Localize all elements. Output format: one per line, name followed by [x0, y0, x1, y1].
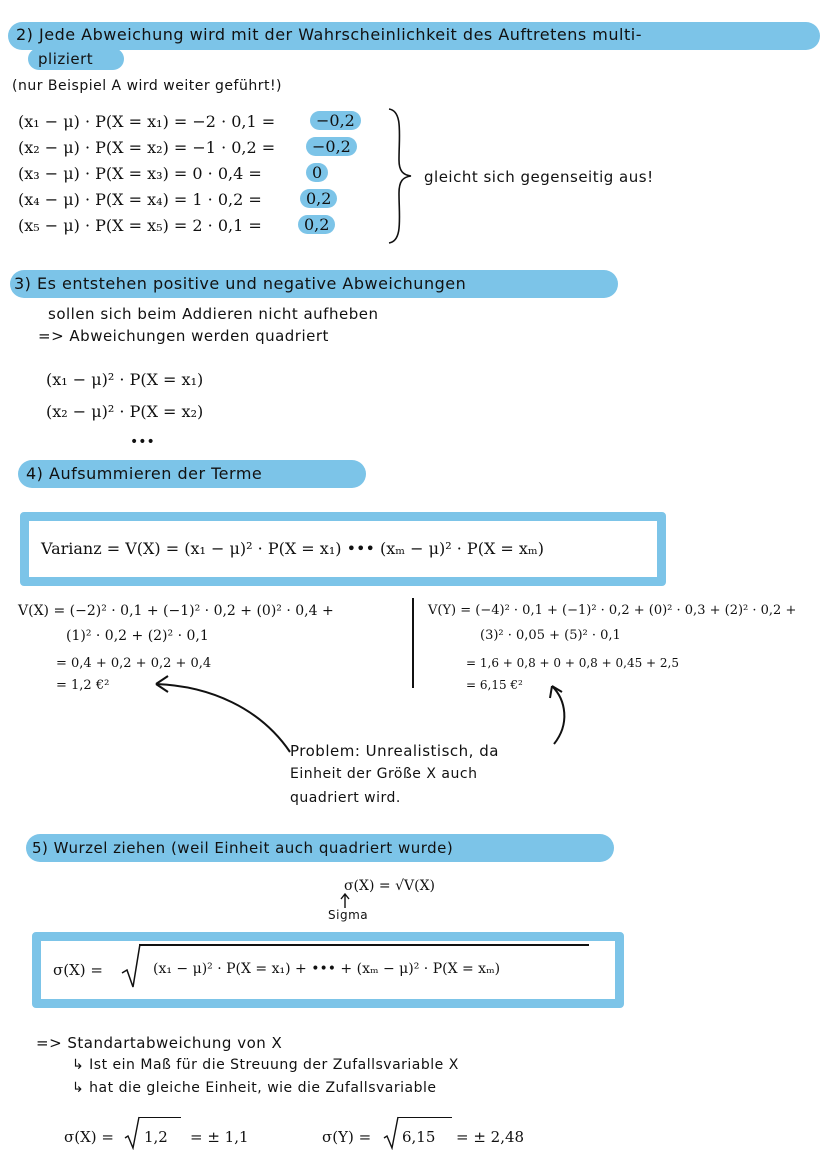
problem-line2: Einheit der Größe X auch — [290, 766, 478, 782]
section3-formula1: (x₁ − μ)² · P(X = x₁) — [46, 370, 204, 389]
result-y-lhs: σ(Y) = — [322, 1128, 372, 1146]
right-brace-icon — [385, 105, 415, 247]
std-deviation-box — [32, 932, 624, 1008]
arrow-curved-up-icon — [540, 680, 580, 750]
deviation-result-5: 0,2 — [298, 215, 335, 234]
problem-line3: quadriert wird. — [290, 790, 401, 806]
section3-formula2: (x₂ − μ)² · P(X = x₂) — [46, 402, 204, 421]
section2-note: (nur Beispiel A wird weiter geführt!) — [12, 78, 283, 94]
calc-y-line4: = 6,15 €² — [466, 678, 523, 692]
calc-x-line2: (1)² · 0,2 + (2)² · 0,1 — [66, 628, 209, 644]
std-box-radicand: (x₁ − μ)² · P(X = x₁) + ••• + (xₘ − μ)² · P(X = xₘ) — [153, 961, 501, 977]
deviation-result-3: 0 — [306, 163, 328, 182]
section3-line2: => Abweichungen werden quadriert — [38, 327, 329, 345]
summary-line1: => Standartabweichung von X — [36, 1034, 283, 1052]
sqrt-bar — [139, 944, 589, 946]
section3-line1: sollen sich beim Addieren nicht aufheben — [48, 305, 379, 323]
std-box-lhs: σ(X) = — [53, 961, 103, 979]
summary-line2: ↳ Ist ein Maß für die Streuung der Zufallsvariable X — [72, 1057, 459, 1073]
calc-x-line1: V(X) = (−2)² · 0,1 + (−1)² · 0,2 + (0)² · 0,4 + — [18, 603, 334, 619]
section2-heading: 2) Jede Abweichung wird mit der Wahrscheinlichkeit des Auftretens multi- — [16, 25, 642, 44]
deviation-row-1: (x₁ − μ) · P(X = x₁) = −2 · 0,1 = — [18, 112, 276, 131]
variance-formula: Varianz = V(X) = (x₁ − μ)² · P(X = x₁) ••• (xₘ − μ)² · P(X = xₘ) — [41, 539, 544, 558]
sqrt-sign-x-icon — [124, 1116, 140, 1150]
sqrt-bar-x — [139, 1117, 181, 1118]
calc-x-line3: = 0,4 + 0,2 + 0,2 + 0,4 — [56, 656, 212, 671]
summary-line3: ↳ hat die gleiche Einheit, wie die Zufallsvariable — [72, 1080, 437, 1096]
calc-y-line1: V(Y) = (−4)² · 0,1 + (−1)² · 0,2 + (0)² · 0,3 + (2)² · 0,2 + — [428, 603, 797, 618]
calc-y-line2: (3)² · 0,05 + (5)² · 0,1 — [480, 628, 621, 643]
sqrt-bar-y — [398, 1117, 452, 1118]
deviation-result-4: 0,2 — [300, 189, 337, 208]
section2-heading-cont: pliziert — [38, 50, 94, 68]
result-y-rhs: = ± 2,48 — [456, 1128, 525, 1146]
variance-formula-box — [20, 512, 666, 586]
sigma-definition: σ(X) = √V(X) — [344, 878, 435, 894]
deviation-row-5: (x₅ − μ) · P(X = x₅) = 2 · 0,1 = — [18, 216, 262, 235]
problem-line1: Problem: Unrealistisch, da — [290, 742, 499, 760]
calc-x-line4: = 1,2 €² — [56, 678, 110, 693]
calc-y-line3: = 1,6 + 0,8 + 0 + 0,8 + 0,45 + 2,5 — [466, 656, 679, 670]
deviation-row-2: (x₂ − μ) · P(X = x₂) = −1 · 0,2 = — [18, 138, 276, 157]
section3-dots: ••• — [130, 434, 155, 450]
section5-heading: 5) Wurzel ziehen (weil Einheit auch quadriert wurde) — [32, 839, 454, 857]
result-x-radicand: 1,2 — [144, 1128, 168, 1146]
sqrt-sign-y-icon — [383, 1116, 399, 1150]
result-y-radicand: 6,15 — [402, 1128, 436, 1146]
brace-note: gleicht sich gegenseitig aus! — [424, 168, 654, 186]
deviation-row-4: (x₄ − μ) · P(X = x₄) = 1 · 0,2 = — [18, 190, 262, 209]
result-x-rhs: = ± 1,1 — [190, 1128, 249, 1146]
sqrt-sign-icon — [121, 943, 141, 989]
section4-heading: 4) Aufsummieren der Terme — [26, 464, 263, 483]
column-divider — [412, 598, 414, 688]
deviation-result-1: −0,2 — [310, 111, 361, 130]
arrow-curved-left-icon — [140, 668, 300, 764]
section3-heading: 3) Es entstehen positive und negative Abweichungen — [14, 274, 467, 293]
deviation-result-2: −0,2 — [306, 137, 357, 156]
arrow-up-icon — [340, 893, 350, 909]
sigma-label: Sigma — [328, 908, 369, 922]
result-x-lhs: σ(X) = — [64, 1128, 114, 1146]
deviation-row-3: (x₃ − μ) · P(X = x₃) = 0 · 0,4 = — [18, 164, 262, 183]
